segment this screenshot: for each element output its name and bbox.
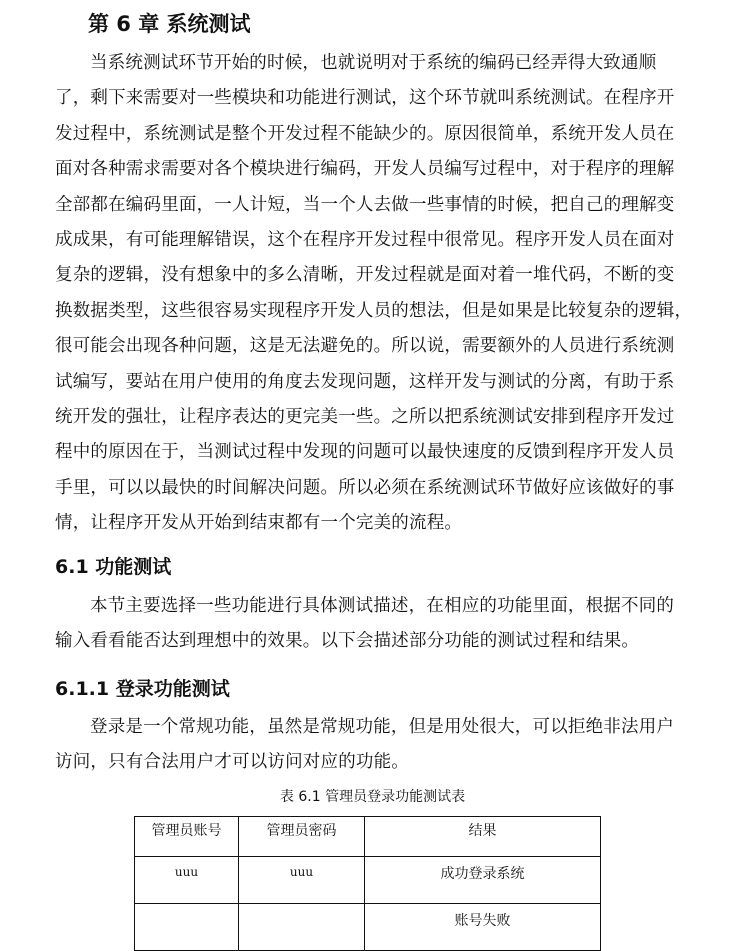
paragraph-line: 统开发的强壮，让程序表达的更完美一些。之所以把系统测试安排到程序开发过 <box>55 406 675 427</box>
cell-result: 成功登录系统 <box>365 857 601 904</box>
cell-account: uuu <box>135 857 239 904</box>
paragraph-line: 成成果，有可能理解错误，这个在程序开发过程中很常见。程序开发人员在面对 <box>55 229 675 250</box>
admin-login-test-table <box>134 816 601 951</box>
intro-paragraph <box>55 46 693 541</box>
section-6-1-1-paragraph <box>55 710 685 781</box>
paragraph-line: 当系统测试环节开始的时候，也就说明对于系统的编码已经弄得大致通顺 <box>90 53 657 73</box>
paragraph-line: 了，剩下来需要对一些模块和功能进行测试，这个环节就叫系统测试。在程序开 <box>55 88 675 109</box>
section-title-6-1-1: 6.1.1 登录功能测试 <box>55 678 230 700</box>
paragraph-line: 手里，可以以最快的时间解决问题。所以必须在系统测试环节做好应该做好的事 <box>55 477 675 498</box>
column-header-account: 管理员账号 <box>135 817 239 857</box>
paragraph-line: 情，让程序开发从开始到结束都有一个完美的流程。 <box>55 513 463 534</box>
paragraph-line: 面对各种需求需要对各个模块进行编码，开发人员编写过程中，对于程序的理解 <box>55 159 675 180</box>
paragraph-line: 换数据类型，这些很容易实现程序开发人员的想法，但是如果是比较复杂的逻辑， <box>55 300 693 321</box>
paragraph-line: 输入看看能否达到理想中的效果。以下会描述部分功能的测试过程和结果。 <box>55 631 640 652</box>
column-header-result: 结果 <box>365 817 601 857</box>
paragraph-line: 很可能会出现各种问题，这是无法避免的。所以说，需要额外的人员进行系统测 <box>55 336 675 357</box>
paragraph-line: 访问，只有合法用户才可以访问对应的功能。 <box>55 752 409 773</box>
cell-password: uuu <box>239 857 365 904</box>
paragraph-line: 全部都在编码里面，一人计短，当一个人去做一些事情的时候，把自己的理解变 <box>55 194 675 215</box>
paragraph-line: 试编写，要站在用户使用的角度去发现问题，这样开发与测试的分离，有助于系 <box>55 371 675 392</box>
paragraph-line: 程中的原因在于，当测试过程中发现的问题可以最快速度的反馈到程序开发人员 <box>55 442 675 463</box>
section-title-6-1: 6.1 功能测试 <box>55 556 172 578</box>
cell-result: 账号失败 <box>365 904 601 951</box>
chapter-title: 第 6 章 系统测试 <box>88 12 251 36</box>
column-header-password: 管理员密码 <box>239 817 365 857</box>
cell-password <box>239 904 365 951</box>
table-row <box>135 857 601 904</box>
paragraph-line: 发过程中，系统测试是整个开发过程不能缺少的。原因很简单，系统开发人员在 <box>55 123 675 144</box>
table-row <box>135 904 601 951</box>
cell-account <box>135 904 239 951</box>
table-caption: 表 6.1 管理员登录功能测试表 <box>279 789 466 805</box>
paragraph-line: 复杂的逻辑，没有想象中的多么清晰，开发过程就是面对着一堆代码，不断的变 <box>55 265 675 286</box>
paragraph-line: 登录是一个常规功能，虽然是常规功能，但是用处很大，可以拒绝非法用户 <box>90 717 675 737</box>
table-header-row <box>135 817 601 857</box>
section-6-1-paragraph <box>55 589 685 660</box>
paragraph-line: 本节主要选择一些功能进行具体测试描述，在相应的功能里面，根据不同的 <box>90 596 675 616</box>
